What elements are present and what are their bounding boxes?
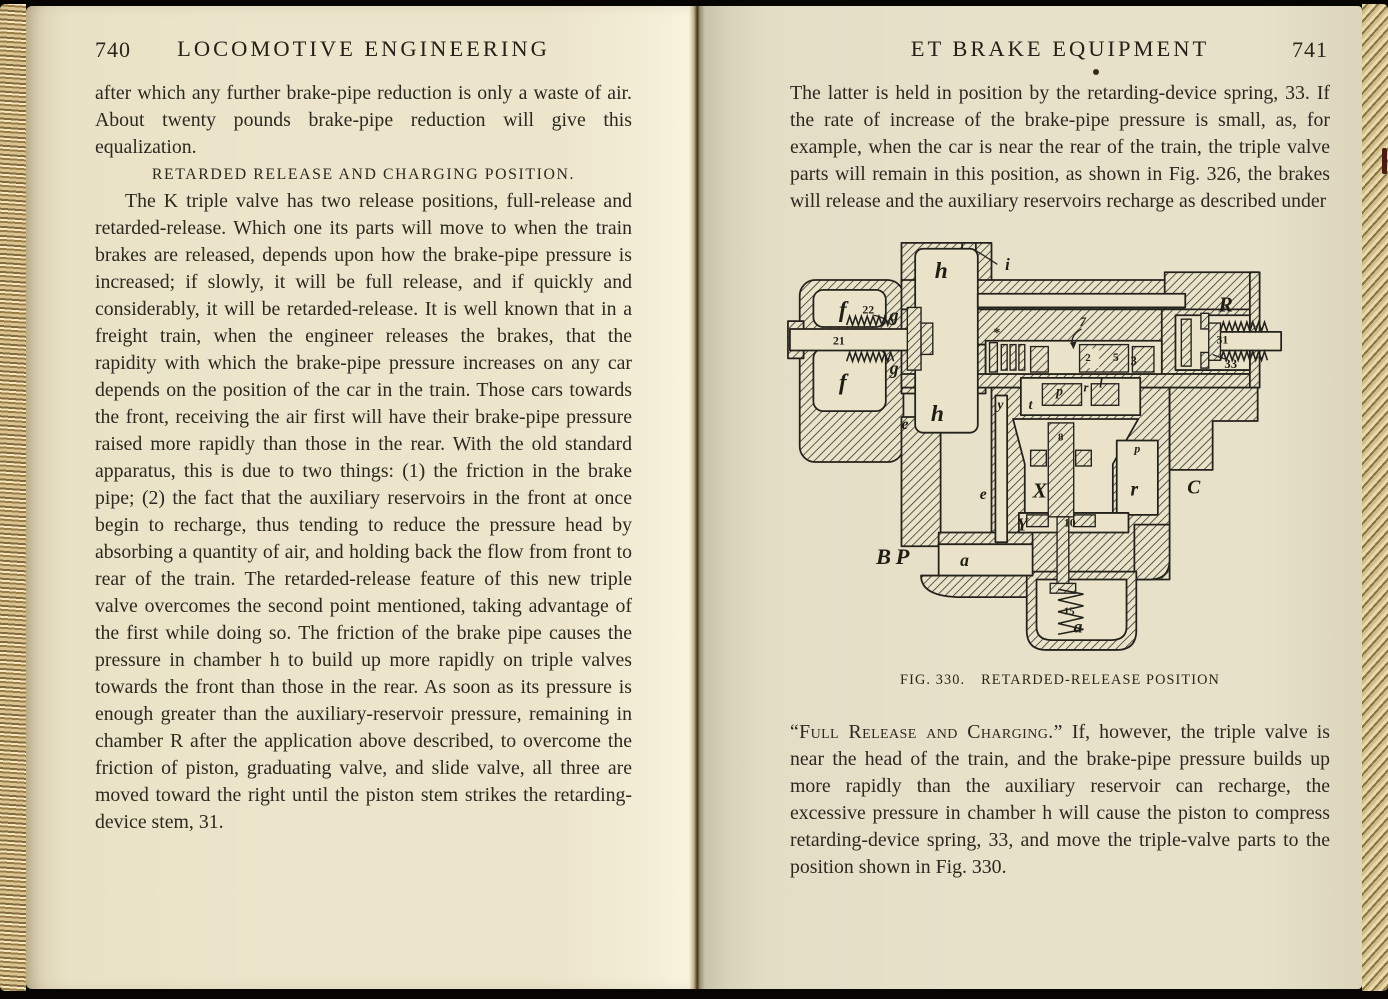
figure-caption (790, 667, 1330, 694)
left-header-title: LOCOMOTIVE ENGINEERING (177, 36, 550, 61)
ink-speck (1382, 148, 1387, 174)
figure-label-21: 21 (832, 334, 845, 348)
figure-caption-title: RETARDED-RELEASE POSITION (981, 672, 1220, 688)
figure-label-7: 7 (1079, 315, 1086, 330)
figure-label-f: f (838, 297, 847, 324)
left-page (26, 6, 697, 989)
figure-label-h: h (930, 400, 944, 427)
figure-label-P: P (895, 543, 910, 569)
figure-caption-number: FIG. 330. (900, 672, 966, 688)
figure-label-f: f (838, 369, 847, 396)
right-paragraph-2-rest: If, however, the triple valve is near the head of the train, and the brake-pipe pressure builds up more rapidly than the auxiliary reservoir can recharge, the excessive pressure in chamber h will cause the piston to compress retarding-device spring, 33, and move the triple-valve parts to the position shown in Fig. 330. (790, 721, 1330, 878)
figure-label-g: g (889, 305, 899, 326)
left-paragraph-1: after which any further brake-pipe reduction is only a waste of air. About twenty pounds brake-pipe reduction will give this equalization. (95, 82, 632, 158)
figure-label-*: * (993, 324, 1001, 340)
figure-label-2: 2 (1085, 352, 1091, 365)
figure-330 (786, 231, 1330, 660)
figure-label-e: e (901, 415, 909, 433)
figure-label-e: e (979, 486, 987, 504)
figure-label-31: 31 (1216, 333, 1229, 347)
figure-label-8: 8 (1058, 431, 1064, 444)
right-paragraph-1: The latter is held in position by the retarding-device spring, 33. If the rate of increase of the brake-pipe pressure is small, as, for example, when the car is near the rear of the train, the triple valve parts will remain in this position, as shown in Fig. 326, the brakes will release and the auxiliary reservoirs recharge as described under (790, 82, 1330, 212)
right-page-number: 741 (1292, 37, 1328, 62)
left-running-head (95, 36, 632, 66)
figure-label-t: t (1028, 397, 1033, 413)
figure-label-l: l (1099, 376, 1103, 391)
figure-label-X: X (1032, 478, 1047, 503)
figure-label-22: 22 (862, 303, 875, 317)
book-gutter-shadow (689, 6, 705, 989)
right-header-title: ET BRAKE EQUIPMENT (910, 36, 1210, 61)
figure-label-R: R (1218, 292, 1233, 317)
figure-label-i: i (1005, 255, 1010, 275)
left-paragraph-2: The K triple valve has two release positions, full-release and retarded-release. Which one its parts will move to when the train brakes are released, depends upon how the brake-pipe pressure is increased; if slowly, it will be full release, and if quickly and considerably, it will be retarded-release. It is well known that in a freight train, when the engineer releases the brakes, that the rapidity with which the brake-pipe pressure increases on any car depends on the position of the car in the train. Those cars towards the front, receiving the air first will have their brake-pipe pressure raised more rapidly than those in the rear. With the old standard apparatus, this is due to two things: (1) the friction in the brake pipe; (2) the fact that the auxiliary reservoirs in the front at once begin to recharge, thus tending to reduce the pressure head by absorbing a quantity of air, and holding back the flow from front to rear of the train. The retarded-release feature of this new triple valve overcomes the second point mentioned, taking advantage of the first while doing so. The friction of the brake pipe causes the pressure in chamber h to build up more rapidly on triple valves towards the front than those in the rear. As soon as its pressure is enough greater than the auxiliary-reservoir pressure, remaining in chamber R after the application above described, to overcome the friction of piston, graduating valve, and slide valve, all three are moved toward the right until the piston stem strikes the retarding-device stem, 31. (95, 190, 632, 833)
figure-label-a: a (1073, 616, 1083, 637)
figure-label-p: p (1134, 442, 1141, 456)
figure-label-33: 33 (1224, 357, 1238, 372)
figure-label-r: r (1083, 380, 1089, 395)
figure-label-3: 3 (1130, 354, 1137, 369)
right-page (697, 6, 1362, 989)
figure-label-15: 15 (1063, 605, 1075, 618)
figure-label-Y: Y (1016, 514, 1028, 535)
figure-label-g: g (889, 357, 899, 378)
left-page-number: 740 (95, 37, 131, 62)
figure-label-C: C (1187, 477, 1201, 499)
figure-label-r: r (1130, 479, 1139, 501)
right-paragraph-2-lead: “Full Release and Charging.” (790, 721, 1063, 743)
right-paragraph-2 (790, 719, 1330, 881)
figure-label-y: y (997, 397, 1004, 413)
figure-label-B: B (876, 543, 892, 569)
figure-label-p: p (1056, 383, 1063, 399)
right-text-column (790, 80, 1330, 881)
figure-label-10: 10 (1063, 516, 1076, 530)
left-page-edges-texture (0, 4, 26, 991)
ink-speck (1093, 69, 1099, 75)
figure-label-a: a (960, 549, 969, 570)
figure-330-diagram (786, 231, 1334, 652)
figure-label-5: 5 (1112, 351, 1119, 365)
right-running-head (790, 36, 1330, 66)
figure-label-h: h (934, 258, 948, 285)
left-text-column (95, 80, 632, 836)
section-heading: RETARDED RELEASE AND CHARGING POSITION. (151, 166, 576, 183)
